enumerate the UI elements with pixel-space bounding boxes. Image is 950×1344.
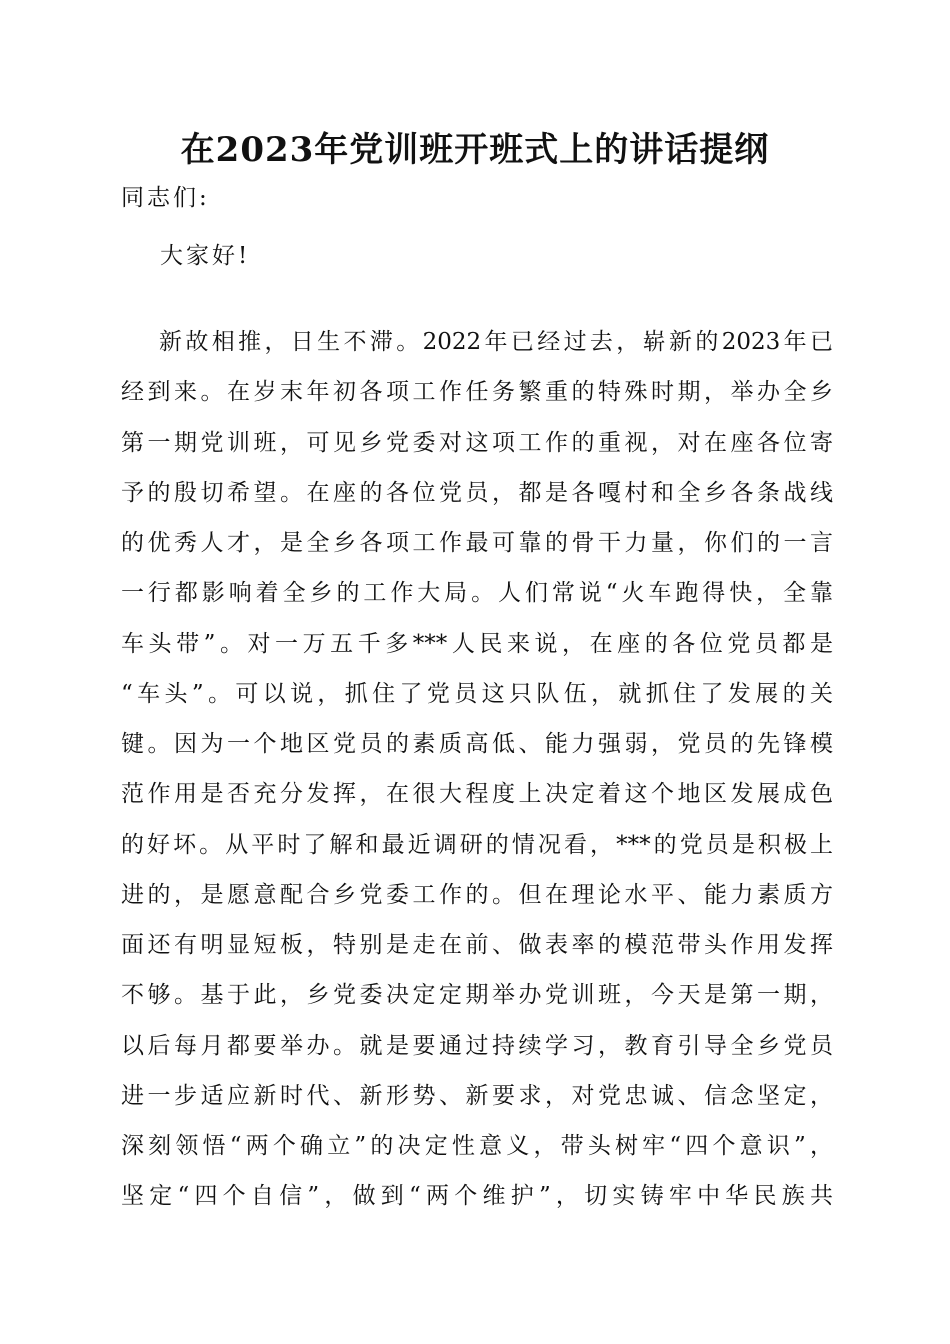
body-line: 第一期党训班，可见乡党委对这项工作的重视，对在座各位寄 <box>121 429 833 456</box>
body-line: 坚定“四个自信”，做到“两个维护”，切实铸牢中华民族共 <box>121 1183 833 1210</box>
body-line: “车头”。可以说，抓住了党员这只队伍，就抓住了发展的关 <box>121 680 833 707</box>
body-line: 进一步适应新时代、新形势、新要求，对党忠诚、信念坚定， <box>121 1082 833 1109</box>
document-title: 在2023年党训班开班式上的讲话提纲 <box>180 130 770 170</box>
body-line: 范作用是否充分发挥，在很大程度上决定着这个地区发展成色 <box>121 781 833 808</box>
body-line: 面还有明显短板，特别是走在前、做表率的模范带头作用发挥 <box>121 932 833 958</box>
body-line: 一行都影响着全乡的工作大局。人们常说“火车跑得快，全靠 <box>121 580 833 607</box>
salutation: 同志们: <box>121 185 210 211</box>
body-line: 的优秀人才，是全乡各项工作最可靠的骨干力量，你们的一言 <box>121 530 833 556</box>
body-line: 新故相推，日生不滞。2022年已经过去，崭新的2023年已 <box>159 329 833 355</box>
body-line: 键。因为一个地区党员的素质高低、能力强弱，党员的先锋模 <box>121 731 833 757</box>
body-line: 的好坏。从平时了解和最近调研的情况看，***的党员是积极上 <box>121 831 833 858</box>
body-line: 经到来。在岁末年初各项工作任务繁重的特殊时期，举办全乡 <box>121 379 833 406</box>
body-line: 车头带”。对一万五千多***人民来说，在座的各位党员都是 <box>121 630 833 657</box>
greeting: 大家好! <box>160 243 251 269</box>
body-line: 深刻领悟“两个确立”的决定性意义，带头树牢“四个意识”， <box>121 1133 833 1159</box>
body-paragraph <box>121 317 833 1222</box>
body-line: 予的殷切希望。在座的各位党员，都是各嘎村和全乡各条战线 <box>121 479 833 506</box>
body-line: 以后每月都要举办。就是要通过持续学习，教育引导全乡党员 <box>121 1032 833 1059</box>
body-line: 进的，是愿意配合乡党委工作的。但在理论水平、能力素质方 <box>121 881 833 908</box>
body-line: 不够。基于此，乡党委决定定期举办党训班，今天是第一期， <box>121 982 833 1009</box>
